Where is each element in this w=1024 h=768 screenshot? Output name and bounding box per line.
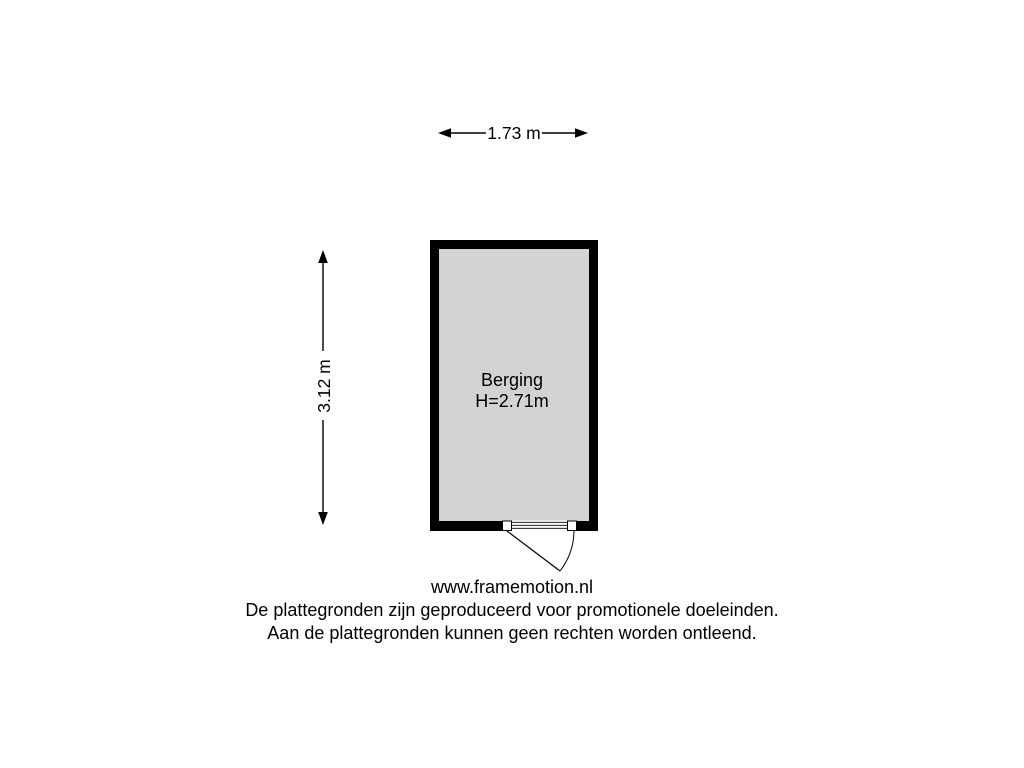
- door-right-jamb: [568, 521, 577, 531]
- door-swing-arc: [560, 531, 574, 571]
- footer-disclaimer-line1: De plattegronden zijn geproduceerd voor promotionele doeleinden.: [245, 600, 779, 620]
- room-label: Berging: [480, 370, 544, 390]
- footer: [0, 576, 1024, 645]
- room-berging: [430, 240, 598, 571]
- door: [502, 521, 577, 572]
- door-left-jamb: [503, 521, 512, 531]
- room-height-label: H=2.71m: [475, 391, 549, 411]
- footer-disclaimer-line2: Aan de plattegronden kunnen geen rechten worden ontleend.: [267, 623, 757, 643]
- footer-website: www.framemotion.nl: [430, 577, 594, 597]
- width-dimension-arrow: [438, 123, 588, 143]
- door-leaf: [507, 531, 560, 571]
- height-dimension-label: 3.12 m: [314, 359, 334, 413]
- height-dimension-arrow: [314, 250, 334, 525]
- width-dimension-label: 1.73 m: [487, 123, 541, 143]
